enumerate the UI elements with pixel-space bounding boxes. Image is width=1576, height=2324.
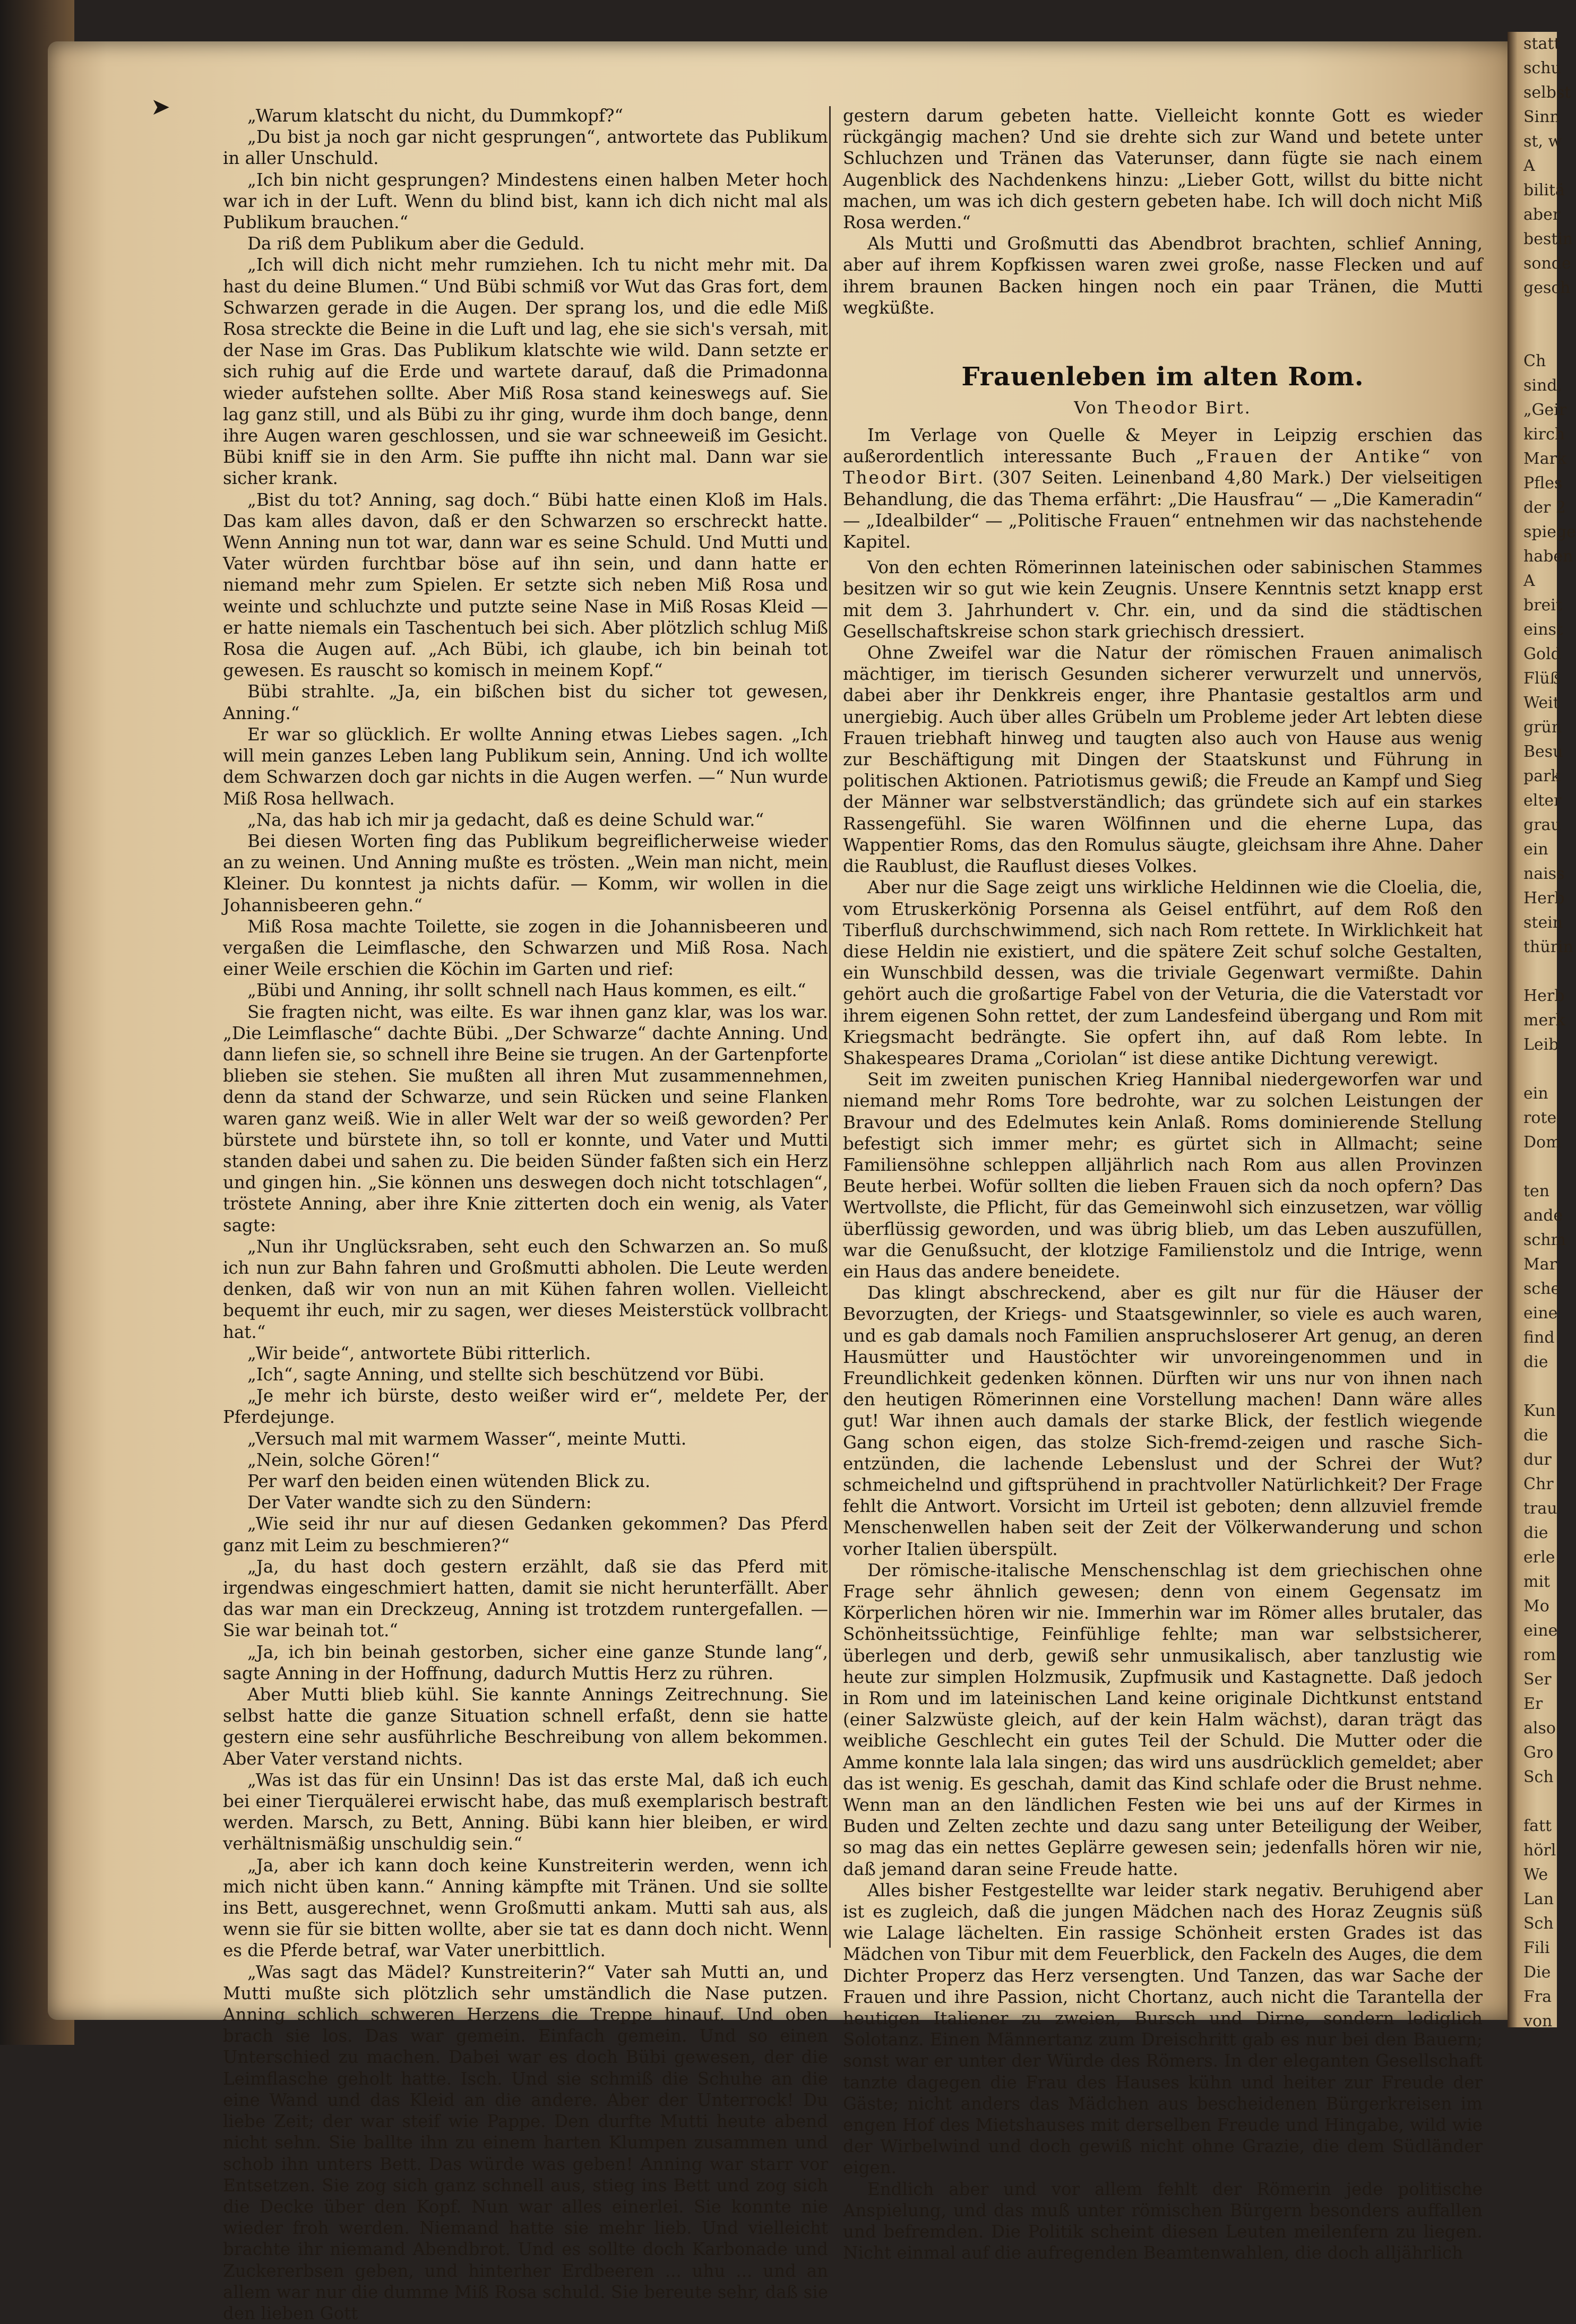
- article-byline: [843, 396, 1483, 419]
- adjacent-page-fragment: Kun: [1523, 1402, 1556, 1420]
- paragraph: Der Vater wandte sich zu den Sündern:: [247, 1492, 592, 1513]
- adjacent-page-fragment: bilitä: [1523, 181, 1565, 200]
- paragraph: Ohne Zweifel war die Natur der römischen Frauen animalisch mächtiger, im tierisch Gesunden sicherer verwurzelt und unnervös, dabei aber ihr Denkkreis enger, ihre Phantasie gestaltlos arm und unergiebig. Auch über alles Grübeln um Probleme jeder Art lebten diese Frauen triebhaft hinweg und taugten also auch von Hause aus wenig zur Beschäftigung mit Dingen der Staatskunst und Führung in politischen Aktionen. Patriotismus gewiß; die Freude an Kampf und Sieg der Männer war selbstverständlich; das gründete sich auf ein starkes Rassengefühl. Sie waren Wölfinnen und die eherne Lupa, das Wappentier Roms, das den Romulus säugte, gleichsam ihre Ahne. Daher die Raublust, die Rauflust dieses Volkes.: [843, 643, 1483, 877]
- adjacent-page-fragment: von: [1523, 2012, 1553, 2031]
- adjacent-page-fragment: trau: [1523, 1499, 1557, 1518]
- adjacent-page-fragment: sonde: [1523, 254, 1571, 273]
- adjacent-page-fragment: der 2: [1523, 498, 1566, 517]
- adjacent-page-fragment: Leib: [1523, 1035, 1559, 1054]
- adjacent-page-fragment: [1508, 1790, 1557, 1814]
- adjacent-page-fragment: [1508, 325, 1557, 349]
- adjacent-page-fragment: ten: [1523, 1182, 1550, 1200]
- paragraph: „Wir beide“, antwortete Bübi ritterlich.: [247, 1343, 591, 1363]
- adjacent-page-fragment: rom: [1523, 1646, 1556, 1664]
- intro-text-3: . (307 Seiten. Leinenband 4,80 Mark.) Der vielseitigen Behandlung, die das Thema erfährt: „Die Hausfrau“ — „Die Kameradin“ — „Idealbilder“ — „Politische Frauen“ entnehmen wir das nachstehende Kapitel.: [843, 468, 1483, 552]
- article-title: Frauenleben im alten Rom.: [961, 362, 1364, 392]
- paragraph: Als Mutti und Großmutti das Abendbrot brachten, schlief Anning, aber auf ihrem Kopfkissen waren zwei große, nasse Flecken und auf ihrem braunen Backen hingen noch ein paar Tränen, die Mutti wegküßte.: [843, 234, 1483, 318]
- paragraph: „Ja, ich bin beinah gestorben, sicher eine ganze Stunde lang“, sagte Anning in der Hoffnung, dadurch Muttis Herz zu rühren.: [223, 1642, 828, 1683]
- adjacent-page-fragment: A: [1523, 572, 1535, 590]
- adjacent-page-fragment: Mark: [1523, 450, 1567, 468]
- intro-text-1: Im Verlage von Quelle & Meyer in Leipzig erschien das außerordentlich interessante Buch: [843, 425, 1483, 467]
- adjacent-page-fragment: elter: [1523, 791, 1562, 810]
- adjacent-page-fragment: gesch: [1523, 279, 1571, 297]
- adjacent-page-fragment: eine: [1523, 1304, 1558, 1323]
- intro-text-2: von: [1432, 446, 1483, 467]
- adjacent-page-fragment: Mar: [1523, 1255, 1557, 1274]
- adjacent-page-fragment: Flüß: [1523, 669, 1561, 688]
- adjacent-page-fragment: [1508, 960, 1557, 984]
- paragraph: Aber Mutti blieb kühl. Sie kannte Annings Zeitrechnung. Sie selbst hatte die ganze Situation schnell erfaßt, denn sie hatte gestern eine sehr ausführliche Beschreibung von allem bekommen. Aber Vater verstand nichts.: [223, 1684, 828, 1769]
- paragraph: Er war so glücklich. Er wollte Anning etwas Liebes sagen. „Ich will mein ganzes Leben lang Publikum sein, Anning. Und ich wollte dem Schwarzen doch gar nichts in die Augen werfen. —“ Nun wurde Miß Rosa hellwach.: [223, 724, 828, 809]
- adjacent-page-fragment: Sch: [1523, 1768, 1554, 1786]
- adjacent-page-fragment: „Geir: [1523, 401, 1567, 419]
- paragraph: „Wie seid ihr nur auf diesen Gedanken gekommen? Das Pferd ganz mit Leim zu beschmieren?“: [223, 1514, 828, 1556]
- adjacent-page-fragment: Herb: [1523, 987, 1565, 1005]
- adjacent-page-fragment: Besu: [1523, 742, 1563, 761]
- paragraph: Endlich aber und vor allem fehlt der Römerin jede politische Anspielung, und das muß unter römischen Bürgern besonders auffallen und befremden. Die Politik scheint diesen Leuten meilenfern zu liegen. Nicht einmal auf die aufregenden Beamtenwahlen, die doch alljährlich: [843, 2179, 1483, 2263]
- story-continuation: [843, 105, 1483, 318]
- paragraph: „Nun ihr Unglücksraben, seht euch den Schwarzen an. So muß ich nun zur Bahn fahren und Großmutti abholen. Die Leute werden denken, daß wir von nun an mit Kühen fahren wollen. Vielleicht bequemt ihr euch, mir zu sagen, wer dieses Meisterstück vollbracht hat.“: [223, 1236, 828, 1342]
- article-intro: [843, 425, 1483, 557]
- adjacent-page-fragment: dur: [1523, 1450, 1552, 1469]
- paragraph: „Ich bin nicht gesprungen? Mindestens einen halben Meter hoch war ich in der Luft. Wenn du blind bist, kann ich dich nicht mal als Publikum brauchen.“: [223, 169, 828, 233]
- adjacent-page-fragment: aber: [1523, 205, 1561, 224]
- paragraph: „Warum klatscht du nicht, du Dummkopf?“: [247, 106, 624, 126]
- adjacent-page-fragment: Herb: [1523, 889, 1565, 908]
- article-header: [843, 361, 1483, 419]
- adjacent-page-fragment: ande: [1523, 1206, 1563, 1225]
- adjacent-page-fragment: hörl: [1523, 1841, 1556, 1860]
- paragraph: Miß Rosa machte Toilette, sie zogen in die Johannisbeeren und vergaßen die Leimflasche, den Schwarzen und Miß Rosa. Nach einer Weile erschien die Köchin im Garten und rief:: [223, 916, 828, 980]
- column-divider: [829, 106, 831, 1948]
- adjacent-page-fragment: bestin: [1523, 230, 1573, 248]
- article-body: [843, 557, 1483, 2263]
- adjacent-page-fragment: st, w: [1523, 132, 1562, 151]
- paragraph: „Was ist das für ein Unsinn! Das ist das erste Mal, daß ich euch bei einer Tierquälerei erwischt habe, das muß exemplarisch bestraft werden. Marsch, zu Bett, Anning. Bübi kann hier bleiben, er wird verhältnismäßig unschuldig sein.“: [223, 1769, 828, 1854]
- paragraph: „Bübi und Anning, ihr sollt schnell nach Haus kommen, es eilt.“: [247, 980, 806, 1001]
- adjacent-page-fragment: ein: [1523, 840, 1548, 859]
- adjacent-page-fragment: Gro: [1523, 1743, 1554, 1762]
- byline-prefix: Von: [1074, 398, 1109, 418]
- paragraph: Da riß dem Publikum aber die Geduld.: [247, 234, 585, 254]
- adjacent-page-fragment: Pfles: [1523, 474, 1563, 493]
- paragraph: „Ich will dich nicht mehr rumziehen. Ich tu nicht mehr mit. Da hast du deine Blumen.“ Und Bübi schmiß vor Wut das Gras fort, dem Schwarzen gerade in die Augen. Der sprang los, und die edle Miß Rosa streckte die Beine in die Luft und lag, ehe sie sich's versah, mit der Nase im Gras. Das Publikum klatschte wie wild. Dann setzte er sich ruhig auf die Erde und wartete darauf, daß die Primadonna wieder aufstehen sollte. Aber Miß Rosa stand keineswegs auf. Sie lag ganz still, und als Bübi zu ihr ging, wurde ihm doch bange, denn ihre Augen waren geschlossen, und sie war schneeweiß im Gesicht. Bübi kniff sie in den Arm. Sie puffte ihn nicht mal. Dann war sie sicher krank.: [223, 255, 828, 489]
- paragraph: „Versuch mal mit warmem Wasser“, meinte Mutti.: [247, 1428, 687, 1449]
- adjacent-page-fragment: We: [1523, 1865, 1548, 1884]
- right-column: [843, 105, 1483, 2264]
- adjacent-page-fragment: breit: [1523, 596, 1562, 615]
- adjacent-page-fragment: die: [1523, 1353, 1548, 1371]
- adjacent-page-fragment: Sch: [1523, 1914, 1554, 1933]
- paragraph: „Na, das hab ich mir ja gedacht, daß es deine Schuld war.“: [247, 809, 764, 830]
- adjacent-page-fragment: Weit: [1523, 694, 1560, 712]
- paragraph: Von den echten Römerinnen lateinischen oder sabinischen Stammes besitzen wir so gut wie kein Zeugnis. Unsere Kenntnis setzt knapp erst mit dem 3. Jahrhundert v. Chr. ein, und da sind die städtischen Gesellschaftskreise schon stark griechisch dressiert.: [843, 557, 1483, 642]
- adjacent-page-fragment: grün: [1523, 718, 1562, 737]
- adjacent-page-fragment: [1508, 1155, 1557, 1179]
- paragraph: „Bist du tot? Anning, sag doch.“ Bübi hatte einen Kloß im Hals. Das kam alles davon, daß er den Schwarzen so erschreckt hatte. Wenn Anning nun tot war, dann war es seine Schuld. Und Mutti und Vater würden furchtbar böse auf ihn sein, und dann hatte er niemand mehr zum Spielen. Er setzte sich neben Miß Rosa und weinte und schluchzte und putzte seine Nase in Miß Rosas Kleid — er hatte niemals ein Taschentuch bei sich. Aber plötzlich schlug Miß Rosa die Augen auf. „Ach Bübi, ich glaube, ich bin beinah tot gewesen. Es rauscht so komisch in meinem Kopf.“: [223, 489, 828, 681]
- adjacent-page-fragment: [1508, 300, 1557, 325]
- adjacent-page-fragment: Fra: [1523, 1988, 1552, 2006]
- adjacent-page-fragment: thürin: [1523, 938, 1573, 956]
- adjacent-page-fragment: [1508, 1375, 1557, 1399]
- adjacent-page-fragment: spiege: [1523, 523, 1576, 541]
- paragraph: „Ja, du hast doch gestern erzählt, daß sie das Pferd mit irgendwas eingeschmiert hatten, damit sie nicht herunterfällt. Aber das war man ein Dreckzeug, Anning ist trotzdem runtergefallen. — Sie war beinah tot.“: [223, 1556, 828, 1641]
- paragraph: Bei diesen Worten fing das Publikum begreiflicherweise wieder an zu weinen. Und Anning mußte es trösten. „Wein man nicht, mein Kleiner. Du konntest ja nichts dafür. — Komm, wir wollen in die Johannisbeeren gehn.“: [223, 831, 828, 915]
- adjacent-page-fragment: find: [1523, 1328, 1555, 1347]
- adjacent-page-fragment: die: [1523, 1524, 1548, 1542]
- paragraph: Seit im zweiten punischen Krieg Hannibal niedergeworfen war und niemand mehr Roms Tore bedrohte, war zu solchen Leistungen der Bravour und des Edelmutes kein Anlaß. Roms dominierende Stellung befestigt sich immer mehr; es gürtet sich in Allmacht; seine Familiensöhne schleppen alljährlich nach Rom aus allen Provinzen Beute herbei. Wofür sollten die lieben Frauen sich da noch opfern? Das Wertvollste, die Pflicht, für das Gemeinwohl sich einzusetzen, war völlig überflüssig geworden, und was übrig blieb, um das Leben auszufüllen, war die Genußsucht, der klotzige Familienstolz und die Intrige, wenn ein Haus das andere beneidete.: [843, 1069, 1483, 1282]
- corner-arrow-mark: ➤: [151, 93, 170, 120]
- left-column: [223, 105, 828, 2324]
- paragraph: „Je mehr ich bürste, desto weißer wird er“, meldete Per, der Pferdejunge.: [223, 1386, 828, 1428]
- paragraph: „Was sagt das Mädel? Kunstreiterin?“ Vater sah Mutti an, und Mutti mußte sich plötzlich sehr umständlich die Nase putzen. Anning schlich schweren Herzens die Treppe hinauf. Und oben brach sie los. Das war gemein. Einfach gemein. Und so einen Unterschied zu machen. Dabei war es doch Bübi gewesen, der die Leimflasche geholt hatte. Isch. Und sie schmiß die Schuhe an die eine Wand und das Kleid an die andere. Aber der Unterrock! Du liebe Zeit; der war steif wie Pappe. Den durfte Mutti heute abend nicht sehn. Sie ballte ihn zu einem harten Klumpen zusammen und schob ihn unters Bett. Das würde was geben! Anning war starr vor Entsetzen. Sie zog sich ganz schnell aus, stieg ins Bett und zog sich die Decke über den Kopf. Nun war alles einerlei. Sie konnte nie wieder froh werden. Niemand hatte sie mehr lieb. Und vielleicht brachte ihr niemand Abendbrot. Und es sollte doch Karbonade und Zuckererbsen geben, und hinterher Erdbeeren ... uhu ... und an allem war nur die dumme Miß Rosa schuld. Sie bereute sehr, daß sie den lieben Gott: [223, 1962, 828, 2323]
- adjacent-page-fragment: Mo: [1523, 1597, 1549, 1615]
- adjacent-page-fragment: Ch: [1523, 352, 1546, 370]
- adjacent-page-fragment: [1508, 1057, 1557, 1082]
- adjacent-page-fragment: Lan: [1523, 1890, 1554, 1908]
- adjacent-page-fragment: merk: [1523, 1011, 1565, 1030]
- paragraph: Das klingt abschreckend, aber es gilt nur für die Häuser der Bevorzugten, der Kriegs- und Staatsgewinnler, so viele es auch waren, und es gab damals noch Familien anspruchsloserer Art genug, an deren Hausmütter und Haustöchter wir unvoreingenommen und in Freundlichkeit gedenken können. Dürften wir uns nur von ihnen nach den heutigen Römerinnen eine Vorstellung machen! Dann wäre alles gut! War ihnen auch damals der starke Blick, der festlich wiegende Gang schon eigen, das stolze Sich-fremd-zeigen und rasche Sich-entzünden, die lachende Lebenslust und der Schrei der Wut? schmeichelnd und giftsprühend in prachtvoller Natürlichkeit? Der Frage fehlt die Antwort. Vorsicht im Urteil ist geboten; denn allzuviel fremde Menschenwellen haben seit der Zeit der Völkerwanderung und schon vorher Italien überspült.: [843, 1283, 1483, 1559]
- adjacent-page-fragment: grau: [1523, 816, 1561, 834]
- paragraph: Sie fragten nicht, was eilte. Es war ihnen ganz klar, was los war. „Die Leimflasche“ dachte Bübi. „Der Schwarze“ dachte Anning. Und dann liefen sie, so schnell ihre Beine sie trugen. An der Gartenpforte blieben sie stehen. Sie mußten all ihren Mut zusammennehmen, denn da stand der Schwarze, und sein Rücken und seine Flanken waren ganz weiß. Wie in aller Welt war der so weiß geworden? Per bürstete und bürstete ihn, so toll er konnte, und Vater und Mutti standen dabei und sahen zu. Die beiden Sünder faßten sich ein Herz und gingen hin. „Sie können uns deswegen doch nicht totschlagen“, tröstete Anning, aber ihre Knie zitterten doch ein wenig, als Vater sagte:: [223, 1001, 828, 1236]
- adjacent-page-fragment: park: [1523, 767, 1561, 785]
- adjacent-page-fragment: Die: [1523, 1963, 1551, 1982]
- adjacent-page-fragment: sind,: [1523, 376, 1563, 395]
- intro-book-title: „Frauen der Antike“: [1195, 446, 1432, 467]
- adjacent-page-fragment: die: [1523, 1426, 1548, 1445]
- adjacent-page-fragment: also: [1523, 1719, 1556, 1738]
- adjacent-page-fragment: eine: [1523, 1621, 1558, 1640]
- adjacent-page-fragment: sche: [1523, 1280, 1561, 1298]
- adjacent-page-fragment: haben: [1523, 547, 1573, 566]
- adjacent-page-fragment: Gold: [1523, 645, 1561, 663]
- paragraph: Der römische-italische Menschenschlag ist dem griechischen ohne Frage sehr ähnlich gewesen; denn von einem Gegensatz im Körperlichen hören wir nie. Immerhin war im Römer alles brutaler, das Schönheitssüchtige, Feinfühlige fehlte; man war selbstsicherer, überlegen und derb, gewiß sehr unmusikalisch, aber tanzlustig wie heute zur simplen Holzmusik, Zupfmusik und Kastagnette. Daß jedoch in Rom und im lateinischen Land keine originale Dichtkunst entstand (einer Salzwüste gleich, auf der kein Halm wächst), daran trägt das weibliche Geschlecht ein gutes Teil der Schuld. Die Mutter oder die Amme konnte lala lala singen; das wird uns ausdrücklich gemeldet; aber das ist wenig. Es geschah, damit das Kind schlafe oder die Brust nehme. Wenn man an den ländlichen Festen wie bei uns auf der Kirmes in Buden und Zelten zechte und dazu sang unter Beteiligung der Weiber, so mag das ein nettes Geplärre gewesen sein; jedenfalls hören wir nie, daß jemand daran seine Freude hatte.: [843, 1560, 1483, 1879]
- adjacent-page-fragment: Er: [1523, 1695, 1543, 1713]
- adjacent-page-fragment: Ser: [1523, 1670, 1552, 1689]
- paragraph: „Nein, solche Gören!“: [247, 1449, 440, 1470]
- adjacent-page-edge: [1508, 32, 1576, 2031]
- adjacent-page-fragment: mit: [1523, 1573, 1551, 1591]
- adjacent-page-fragment: schm: [1523, 1231, 1566, 1249]
- adjacent-page-fragment: A: [1523, 157, 1535, 175]
- adjacent-page-fragment: stein: [1523, 913, 1563, 932]
- adjacent-page-fragment: ein: [1523, 1084, 1548, 1103]
- adjacent-page-fragment: kirch: [1523, 425, 1565, 444]
- intro-author: Theodor Birt: [843, 468, 978, 488]
- adjacent-page-fragment: Chr: [1523, 1475, 1554, 1493]
- adjacent-page-fragment: fatt: [1523, 1817, 1552, 1835]
- paragraph: „Ich“, sagte Anning, und stellte sich beschützend vor Bübi.: [247, 1364, 765, 1385]
- paragraph: Bübi strahlte. „Ja, ein bißchen bist du sicher tot gewesen, Anning.“: [223, 681, 828, 723]
- paragraph: Per warf den beiden einen wütenden Blick zu.: [247, 1471, 651, 1491]
- adjacent-page-fragment: Fili: [1523, 1939, 1550, 1957]
- adjacent-page-fragment: naiss: [1523, 865, 1565, 883]
- adjacent-page-fragment: Dom: [1523, 1133, 1561, 1152]
- adjacent-page-fragment: statt: [1523, 34, 1561, 53]
- paragraph: Aber nur die Sage zeigt uns wirkliche Heldinnen wie die Cloelia, die, vom Etruskerkönig Porsenna als Geisel entführt, auf dem Roß den Tiberfluß durchschwimmend, sich nach Rom rettete. In Wirklichkeit hat diese Heldin nie existiert, und die spätere Zeit schuf solche Gestalten, ein Wunschbild dessen, was die triviale Gegenwart vermißte. Dahin gehört auch die großartige Fabel von der Veturia, die die Vaterstadt vor ihrem eigenen Sohn rettet, der zum Landesfeind übergang und Rom mit Kriegsmacht bedrängte. Sie opfert ihn, auf daß Rom lebte. In Shakespeares Drama „Coriolan“ ist diese antike Dichtung verewigt.: [843, 877, 1483, 1068]
- adjacent-page-fragment: Sinn: [1523, 108, 1560, 126]
- paragraph: Alles bisher Festgestellte war leider stark negativ. Beruhigend aber ist es zugleich, daß die jungen Mädchen nach des Horaz Zeugnis süß wie Lalage lächelten. Ein rassige Schönheit ersten Grades ist das Mädchen von Tibur mit dem Feuerblick, den Fackeln des Auges, die dem Dichter Properz das Herz versengten. Und Tanzen, das war Sache der Frauen und ihre Passion, nicht Chortanz, auch nicht die Tarantella der heutigen Italiener zu zweien, Bursch und Dirne, sondern lediglich Solotanz. Einen Männertanz zum Dreischritt gab es nur bei den Bauern; sonst war er unter der Würde des Römers. In der eleganten Gesellschaft tanzte dagegen die Frau des Hauses kühn und heiter zur Freude der Gäste; nicht anders das Mädchen aus bescheidenen Bürgerkreisen im engen Hof des Mietshauses mit derselben Freude und Hingabe, wild wie der Wirbelwind und doch gewiß nicht ohne Grazie, die dem Südländer eigen.: [843, 1880, 1483, 2178]
- byline-author: Theodor Birt.: [1115, 398, 1252, 418]
- paragraph: „Du bist ja noch gar nicht gesprungen“, antwortete das Publikum in aller Unschuld.: [223, 127, 828, 169]
- adjacent-page-fragment: selbst: [1523, 83, 1571, 102]
- adjacent-page-fragment: erle: [1523, 1548, 1555, 1567]
- paragraph: gestern darum gebeten hatte. Vielleicht konnte Gott es wieder rückgängig machen? Und sie drehte sich zur Wand und betete unter Schluchzen und Tränen das Vaterunser, dann fügte sie nach einem Augenblick des Nachdenkens hinzu: „Lieber Gott, willst du bitte nicht machen, um was ich dich gestern gebeten habe. Ich will doch nicht Miß Rosa werden.“: [843, 106, 1483, 233]
- adjacent-page-fragment: rote: [1523, 1109, 1557, 1127]
- paragraph: „Ja, aber ich kann doch keine Kunstreiterin werden, wenn ich mich nicht üben kann.“ Anning kämpfte mit Tränen. Und sie sollte ins Bett, ausgerechnet, wenn Großmutti ankam. Mutti sah aus, als wenn sie für sie bitten wollte, aber sie tat es dann doch nicht. Wenn es die Pferde betraf, war Vater unerbittlich.: [223, 1855, 828, 1961]
- adjacent-page-fragment: einst: [1523, 620, 1563, 639]
- adjacent-page-fragment: schu: [1523, 59, 1561, 77]
